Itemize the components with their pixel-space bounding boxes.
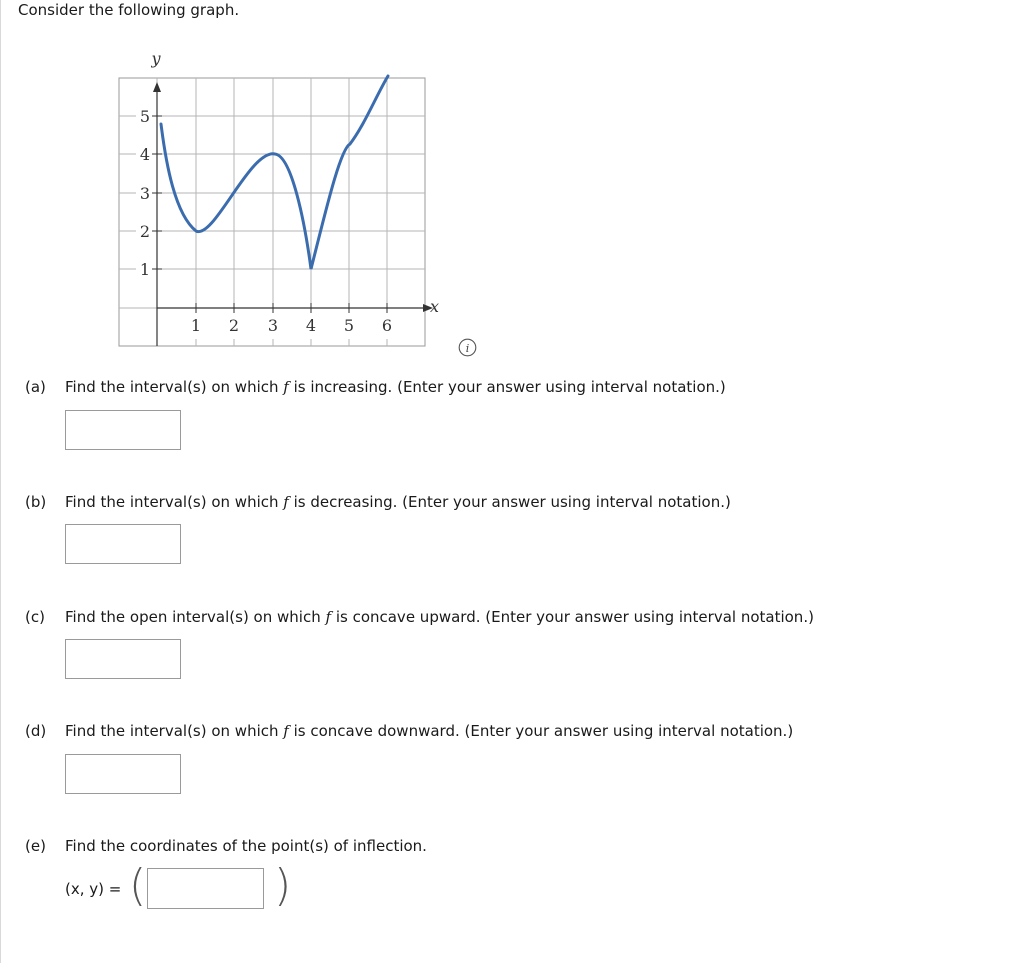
answer-input-b[interactable] bbox=[65, 524, 181, 564]
y-tick-5: 5 bbox=[139, 107, 151, 126]
question-a: (a) Find the interval(s) on which f is increasing. (Enter your answer using interval notation.) bbox=[25, 378, 726, 396]
answer-input-a[interactable] bbox=[65, 410, 181, 450]
y-tick-1: 1 bbox=[139, 260, 151, 279]
x-tick-2: 2 bbox=[228, 316, 240, 335]
close-paren: ) bbox=[274, 860, 292, 911]
inflection-point-label: (x, y) = bbox=[65, 880, 122, 898]
y-tick-3: 3 bbox=[139, 184, 151, 203]
answer-input-c[interactable] bbox=[65, 639, 181, 679]
inflection-point-input[interactable] bbox=[147, 868, 264, 909]
x-tick-3: 3 bbox=[267, 316, 279, 335]
question-c: (c) Find the open interval(s) on which f is concave upward. (Enter your answer using interval notation.) bbox=[25, 608, 814, 626]
question-b: (b) Find the interval(s) on which f is decreasing. (Enter your answer using interval notation.) bbox=[25, 493, 731, 511]
x-tick-1: 1 bbox=[190, 316, 202, 335]
answer-input-d[interactable] bbox=[65, 754, 181, 794]
intro-text: Consider the following graph. bbox=[18, 1, 240, 19]
function-graph bbox=[100, 44, 440, 349]
function-curve bbox=[161, 76, 388, 269]
y-axis-label: y bbox=[151, 49, 161, 68]
info-icon[interactable] bbox=[458, 338, 477, 357]
x-tick-4: 4 bbox=[305, 316, 317, 335]
svg-text:i: i bbox=[465, 342, 470, 355]
x-axis-label: x bbox=[429, 297, 439, 316]
y-tick-4: 4 bbox=[139, 145, 151, 164]
x-tick-5: 5 bbox=[343, 316, 355, 335]
question-d: (d) Find the interval(s) on which f is concave downward. (Enter your answer using interval notation.) bbox=[25, 722, 794, 740]
x-tick-6: 6 bbox=[381, 316, 393, 335]
question-e: (e) Find the coordinates of the point(s) of inflection. bbox=[25, 837, 427, 855]
grid bbox=[119, 78, 425, 346]
y-tick-2: 2 bbox=[139, 222, 151, 241]
open-paren: ( bbox=[129, 860, 147, 911]
